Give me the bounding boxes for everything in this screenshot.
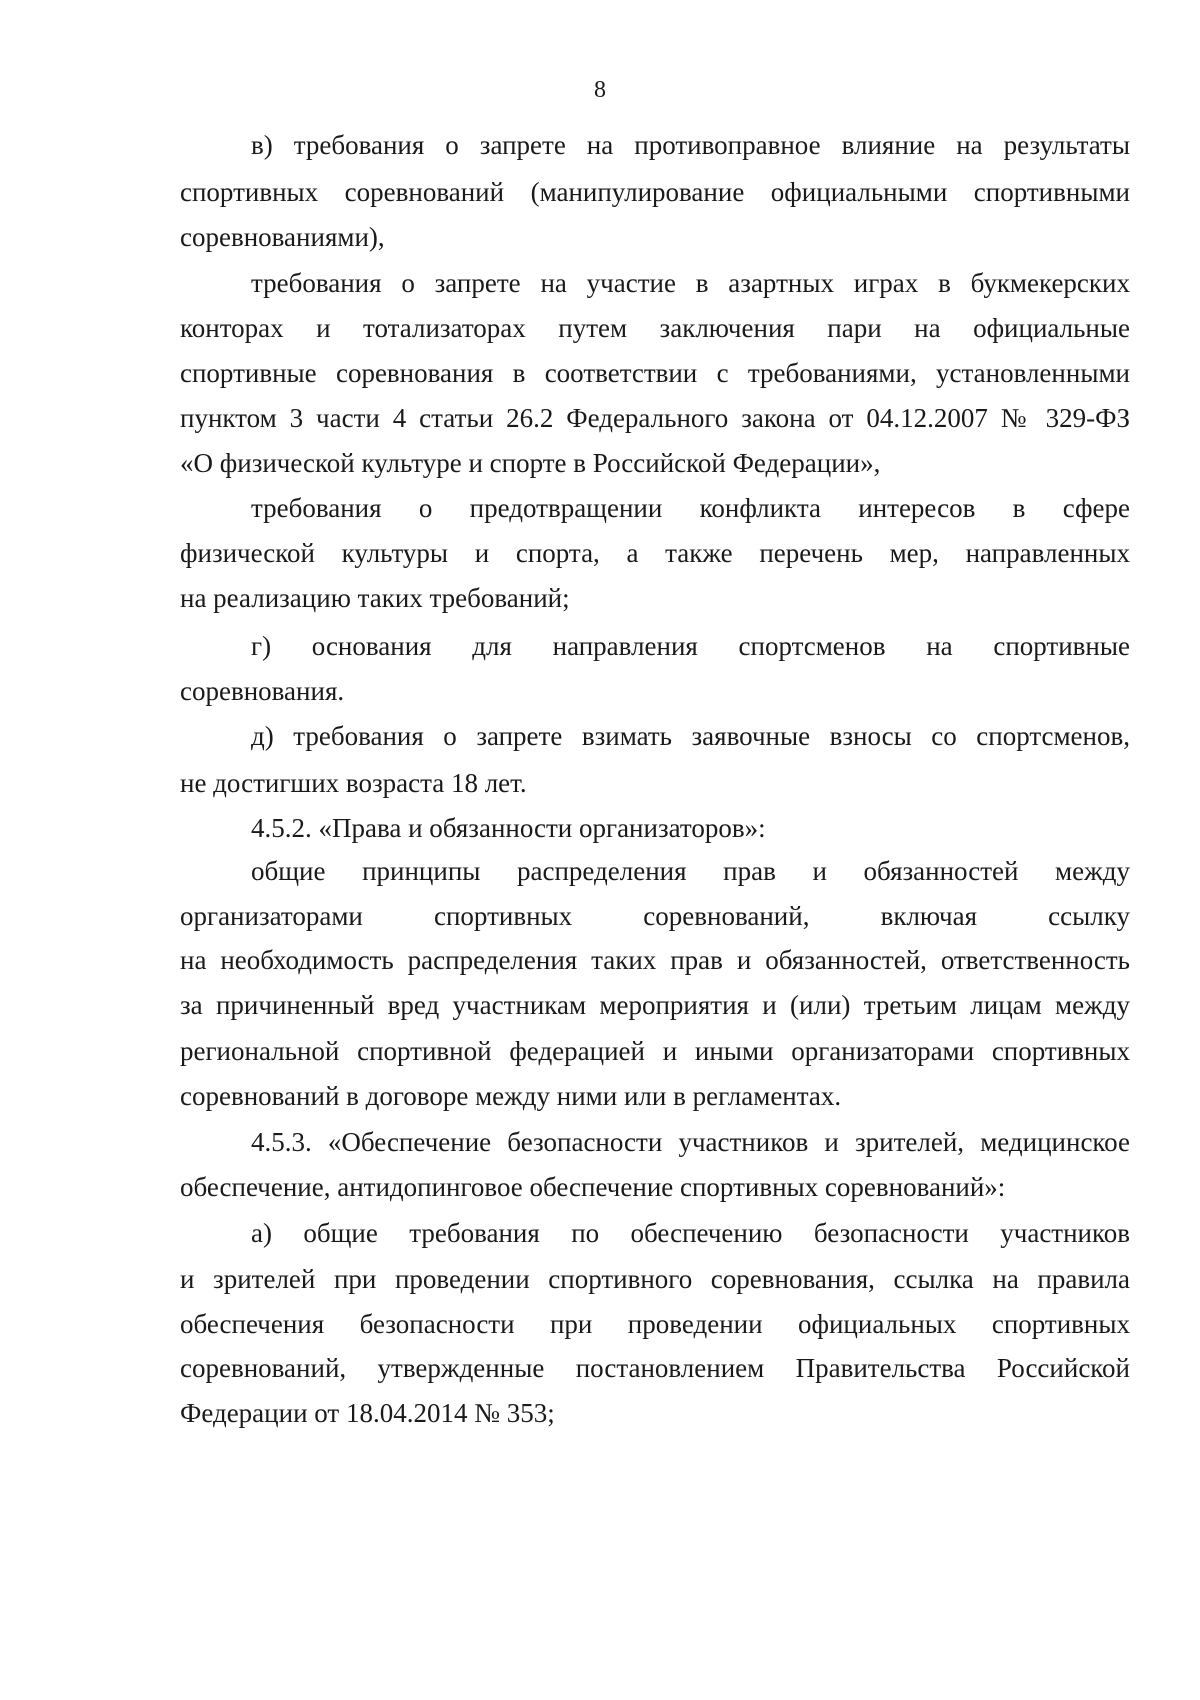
text-line: общие принципы распределения прав и обязанностей между — [251, 856, 1130, 886]
text-line: организаторами спортивных соревнований, включая ссылку — [180, 901, 1130, 931]
text-line: «О физической культуре и спорте в Российской Федерации», — [180, 448, 881, 478]
page-number: 8 — [594, 77, 606, 103]
text-line: спортивные соревнования в соответствии с требованиями, установленными — [180, 358, 1130, 388]
text-line: а) общие требования по обеспечению безопасности участников — [251, 1218, 1130, 1248]
text-line: физической культуры и спорта, а также перечень мер, направленных — [180, 538, 1130, 568]
section-heading-continued: обеспечение, антидопинговое обеспечение спортивных соревнований»: — [180, 1172, 1006, 1202]
section-heading: 4.5.2. «Права и обязанности организаторов»: — [251, 813, 766, 843]
text-line: требования о запрете на участие в азартных играх в букмекерских — [251, 268, 1130, 298]
text-line: конторах и тотализаторах путем заключения пари на официальные — [180, 313, 1130, 343]
text-line: соревнованиями), — [180, 222, 385, 252]
text-line: г) основания для направления спортсменов на спортивные — [251, 631, 1130, 661]
text-line: за причиненный вред участникам мероприятия и (или) третьим лицам между — [180, 990, 1130, 1020]
text-line: Федерации от 18.04.2014 № 353; — [180, 1398, 555, 1428]
text-line: не достигших возраста 18 лет. — [180, 768, 527, 798]
text-line: на реализацию таких требований; — [180, 583, 570, 613]
text-line: спортивных соревнований (манипулирование официальными спортивными — [180, 177, 1130, 207]
text-line: требования о предотвращении конфликта интересов в сфере — [251, 493, 1130, 523]
text-line: обеспечения безопасности при проведении официальных спортивных — [180, 1309, 1130, 1339]
text-line: на необходимость распределения таких прав и обязанностей, ответственность — [180, 945, 1130, 975]
text-line: пунктом 3 части 4 статьи 26.2 Федерального закона от 04.12.2007 № 329-ФЗ — [180, 403, 1130, 433]
text-line: в) требования о запрете на противоправное влияние на результаты — [251, 130, 1130, 160]
text-line: д) требования о запрете взимать заявочные взносы со спортсменов, — [251, 721, 1130, 751]
text-line: соревнования. — [180, 676, 345, 706]
text-line: соревнований, утвержденные постановлением Правительства Российской — [180, 1353, 1130, 1383]
text-line: соревнований в договоре между ними или в регламентах. — [180, 1081, 842, 1111]
text-line: региональной спортивной федерацией и иными организаторами спортивных — [180, 1036, 1130, 1066]
section-heading: 4.5.3. «Обеспечение безопасности участников и зрителей, медицинское — [251, 1127, 1130, 1157]
text-line: и зрителей при проведении спортивного соревнования, ссылка на правила — [180, 1264, 1130, 1294]
